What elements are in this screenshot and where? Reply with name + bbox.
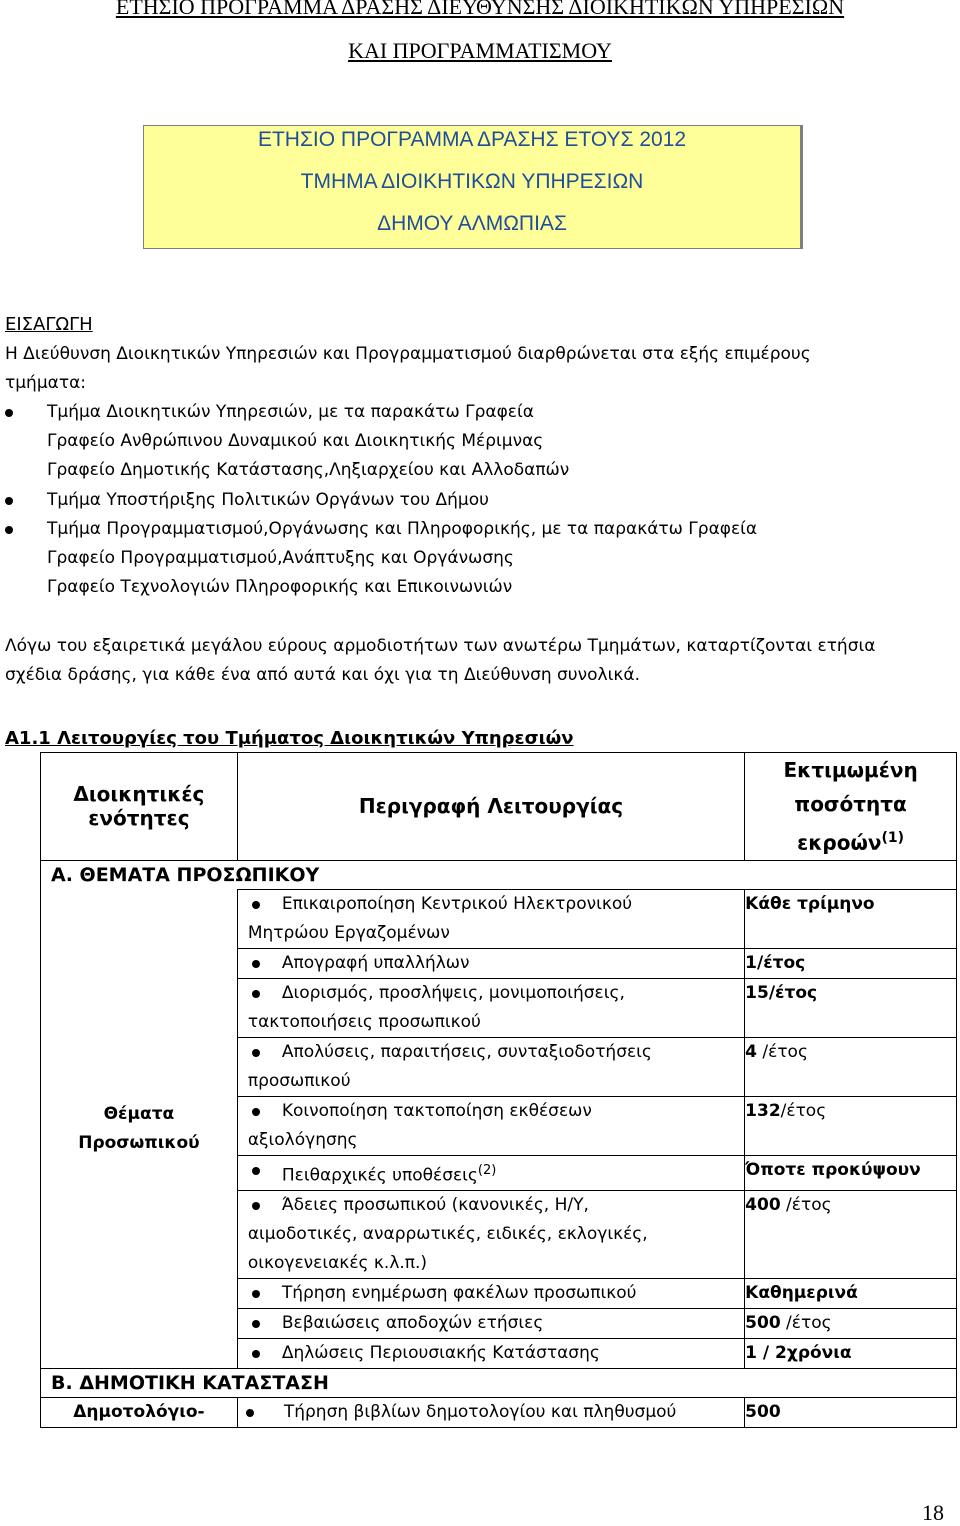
banner-line2: ΤΜΗΜΑ ΔΙΟΙΚΗΤΙΚΩΝ ΥΠΗΡΕΣΙΩΝ bbox=[300, 170, 644, 193]
freq-number: 500 bbox=[745, 1313, 781, 1334]
table-row-description bbox=[237, 1279, 744, 1309]
freq-number: 400 bbox=[745, 1195, 781, 1216]
header-admin-units-line1: Διοικητικές bbox=[73, 782, 205, 807]
intro-paragraph2-line2: σχέδια δράσης, για κάθε ένα από αυτά και όχι για τη Διεύθυνση συνολικά. bbox=[5, 665, 640, 685]
freq-unit: /έτος bbox=[780, 1313, 832, 1334]
table-row-frequency: 15/έτος bbox=[745, 978, 957, 1037]
banner-line3: ΔΗΜΟΥ ΑΛΜΩΠΙΑΣ bbox=[377, 212, 567, 235]
banner-line1: ΕΤΗΣΙΟ ΠΡΟΓΡΑΜΜΑ ΔΡΑΣΗΣ ΕΤΟΥΣ 2012 bbox=[257, 128, 687, 151]
table-row-frequency bbox=[745, 1309, 957, 1339]
table-row-description bbox=[237, 1398, 744, 1428]
bullet-icon bbox=[252, 1108, 260, 1116]
table-row-frequency: Καθημερινά bbox=[745, 1279, 957, 1309]
row-text: Απολύσεις, παραιτήσεις, συνταξιοδοτήσεις bbox=[281, 1041, 652, 1062]
header-description: Περιγραφή Λειτουργίας bbox=[237, 753, 744, 861]
intro-paragraph2-line1: Λόγω του εξαιρετικά μεγάλου εύρους αρμοδιοτήτων των ανωτέρω Τμημάτων, καταρτίζονται ετήσια bbox=[5, 636, 876, 656]
unit-personnel-line1: Θέματα bbox=[103, 1103, 175, 1124]
header-admin-units-line2: ενότητες bbox=[88, 806, 190, 831]
row-text: Τήρηση ενημέρωση φακέλων προσωπικού bbox=[281, 1283, 637, 1304]
table-row-frequency bbox=[745, 1191, 957, 1279]
table-row-description bbox=[237, 978, 744, 1037]
table-row-description bbox=[237, 1037, 744, 1096]
header-estimated-line2: ποσότητα bbox=[794, 792, 907, 816]
bullet-department-admin: Τμήμα Διοικητικών Υπηρεσιών, με τα παρακάτω Γραφεία bbox=[47, 402, 534, 422]
program-banner bbox=[143, 125, 803, 249]
row-text: Τήρηση βιβλίων δημοτολογίου και πληθυσμού bbox=[283, 1402, 677, 1423]
unit-personnel-line2: Προσωπικού bbox=[78, 1132, 200, 1153]
bullet-icon bbox=[252, 901, 260, 909]
row-text: Δηλώσεις Περιουσιακής Κατάστασης bbox=[281, 1343, 600, 1364]
section-b-row bbox=[41, 1369, 957, 1398]
row-text: Πειθαρχικές υποθέσεις bbox=[281, 1165, 478, 1186]
intro-paragraph-line1: Η Διεύθυνση Διοικητικών Υπηρεσιών και Προγραμματισμού διαρθρώνεται στα εξής επιμέρους bbox=[5, 344, 811, 364]
header-admin-units bbox=[41, 753, 238, 861]
bullet-icon bbox=[252, 960, 260, 968]
section-b-title: Β. ΔΗΜΟΤΙΚΗ ΚΑΤΑΣΤΑΣΗ bbox=[41, 1369, 957, 1398]
bullet-icon bbox=[5, 526, 13, 534]
bullet-icon bbox=[5, 409, 13, 417]
freq-number: 4 bbox=[745, 1041, 757, 1062]
office-civil-registry: Γραφείο Δημοτικής Κατάστασης,Ληξιαρχείου και Αλλοδαπών bbox=[47, 460, 570, 480]
table-row-frequency: 500 bbox=[745, 1398, 957, 1428]
section-a-body bbox=[41, 889, 957, 948]
intro-paragraph-line2: τμήματα: bbox=[5, 373, 87, 393]
table-row-frequency: 1 / 2χρόνια bbox=[745, 1339, 957, 1369]
intro-heading: ΕΙΣΑΓΩΓΗ bbox=[5, 314, 93, 335]
header-estimated-word: εκροών bbox=[797, 830, 882, 855]
freq-unit: /έτος bbox=[757, 1041, 808, 1062]
header-estimated-line1: Εκτιμωμένη bbox=[783, 758, 918, 782]
table-row-frequency bbox=[745, 1096, 957, 1155]
table-row-frequency: 1/έτος bbox=[745, 948, 957, 978]
bullet-department-planning: Τμήμα Προγραμματισμού,Οργάνωσης και Πληροφορικής, με τα παρακάτω Γραφεία bbox=[47, 519, 758, 539]
unit-personnel bbox=[41, 889, 238, 1369]
section-a-row bbox=[41, 860, 957, 889]
freq-number: 132 bbox=[745, 1100, 781, 1121]
bullet-icon bbox=[5, 497, 13, 505]
table-row-description bbox=[237, 1191, 744, 1279]
freq-unit: /έτος bbox=[780, 1100, 827, 1121]
row-text: Κοινοποίηση τακτοποίηση εκθέσεων bbox=[281, 1100, 592, 1121]
functions-table bbox=[40, 752, 957, 1428]
section-a-title: Α. ΘΕΜΑΤΑ ΠΡΟΣΩΠΙΚΟΥ bbox=[41, 860, 957, 889]
table-row-description bbox=[237, 1339, 744, 1369]
row-text: προσωπικού bbox=[247, 1070, 351, 1091]
table-row-description bbox=[237, 948, 744, 978]
freq-unit: /έτος bbox=[780, 1195, 832, 1216]
header-estimated-line3 bbox=[745, 821, 956, 860]
table-row-description bbox=[237, 1155, 744, 1191]
row-text: οικογενειακές κ.λ.π.) bbox=[247, 1253, 428, 1274]
footnote-ref-1: (1) bbox=[881, 830, 905, 846]
table-row-description bbox=[237, 889, 744, 948]
row-text: τακτοποιήσεις προσωπικού bbox=[247, 1011, 481, 1032]
table-row-description bbox=[237, 1096, 744, 1155]
row-text: Απογραφή υπαλλήλων bbox=[281, 952, 470, 973]
row-text: αξιολόγησης bbox=[247, 1129, 358, 1150]
row-text: Επικαιροποίηση Κεντρικού Ηλεκτρονικού bbox=[281, 893, 633, 914]
table-header-row bbox=[41, 753, 957, 861]
bullet-icon bbox=[252, 990, 260, 998]
section-heading: Α1.1 Λειτουργίες του Τμήματος Διοικητικών Υπηρεσιών bbox=[5, 728, 574, 749]
unit-municipal-register: Δημοτολόγιο- bbox=[41, 1398, 238, 1428]
section-b-body bbox=[41, 1398, 957, 1428]
footnote-ref-2: (2) bbox=[477, 1162, 497, 1178]
page-number: 18 bbox=[922, 1500, 944, 1525]
header-estimated-output bbox=[745, 753, 957, 861]
bullet-icon bbox=[252, 1049, 260, 1057]
row-text: Βεβαιώσεις αποδοχών ετήσιες bbox=[281, 1313, 544, 1334]
table-row-frequency bbox=[745, 1037, 957, 1096]
office-planning-development: Γραφείο Προγραμματισμού,Ανάπτυξης και Οργάνωσης bbox=[47, 548, 514, 568]
bullet-icon bbox=[252, 1167, 260, 1175]
row-text: αιμοδοτικές, αναρρωτικές, ειδικές, εκλογικές, bbox=[247, 1224, 648, 1245]
table-row-frequency: Κάθε τρίμηνο bbox=[745, 889, 957, 948]
office-human-resources: Γραφείο Ανθρώπινου Δυναμικού και Διοικητικής Μέριμνας bbox=[47, 431, 544, 451]
row-text: Άδειες προσωπικού (κανονικές, Η/Υ, bbox=[281, 1195, 589, 1216]
row-text: Μητρώου Εργαζομένων bbox=[247, 922, 450, 943]
office-it-communications: Γραφείο Τεχνολογιών Πληροφορικής και Επικοινωνιών bbox=[47, 577, 513, 597]
table-row-frequency: Όποτε προκύψουν bbox=[745, 1155, 957, 1191]
table-row-description bbox=[237, 1309, 744, 1339]
bullet-department-political-support: Τμήμα Υποστήριξης Πολιτικών Οργάνων του Δήμου bbox=[47, 490, 489, 510]
document-title-line2: ΚΑΙ ΠΡΟΓΡΑΜΜΑΤΙΣΜΟΥ bbox=[348, 38, 612, 63]
document-title-line1: ΕΤΗΣΙΟ ΠΡΟΓΡΑΜΜΑ ΔΡΑΣΗΣ ΔΙΕΥΘΥΝΣΗΣ ΔΙΟΙΚΗΤΙΚΩΝ ΥΠΗΡΕΣΙΩΝ bbox=[115, 0, 845, 19]
row-text: Διορισμός, προσλήψεις, μονιμοποιήσεις, bbox=[281, 982, 625, 1003]
